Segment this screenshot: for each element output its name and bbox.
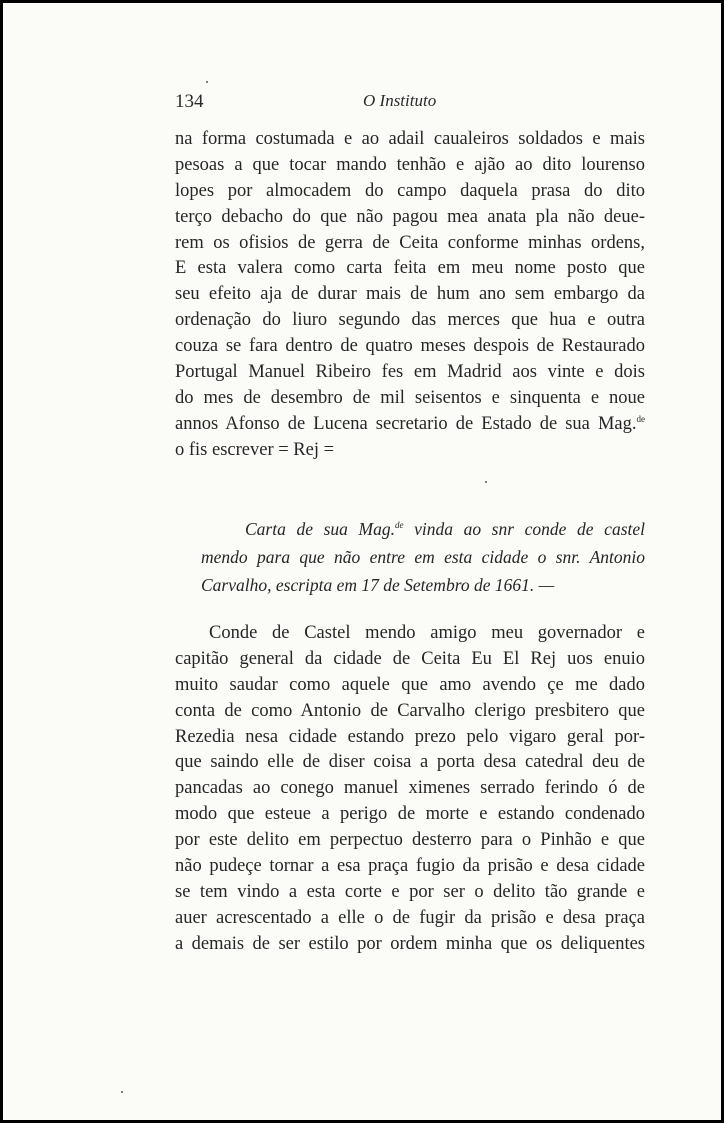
paper-speck [206,81,208,83]
running-title: O Instituto [363,91,437,110]
page-header [175,91,645,115]
text-line: não pudeçe tornar a esa praça fugio da prisão e desa cidade [175,856,645,877]
title-line [201,515,645,543]
text-line: que saindo elle de diser coisa a porta desa catedral deu de [175,752,645,773]
text-line: se tem vindo a esta corte e por ser o delito tão grande e [175,881,645,902]
text-line: lopes por almocadem do campo daquela prasa do dito [175,180,645,201]
superscript: de [394,520,404,531]
text-line-with-sup [175,412,645,438]
text-line: capitão general da cidade de Ceita Eu El Rej uos enuio [175,648,645,669]
text-line: o fis escrever = Rej = [175,439,335,460]
text-line: rem os ofisios de gerra de Ceita conforme minhas ordens, [175,232,645,253]
text-line: Portugal Manuel Ribeiro fes em Madrid aos vinte e dois [175,362,645,383]
text-line: auer acrescentado a elle o de fugir da prisão e desa praça [175,907,645,928]
text-line: pancadas ao conego manuel ximenes serrado ferindo ó de [175,778,645,799]
title-segment: vinda ao snr conde de castel [403,519,646,539]
text-line: Conde de Castel mendo amigo meu governador e [209,623,645,643]
text-line: ordenação do liuro segundo das merces que hua e outra [175,310,645,331]
text-line: conta de como Antonio de Carvalho clerigo presbitero que [175,700,645,721]
title-line: mendo para que não entre em esta cidade o snr. Antonio [201,547,645,567]
text-segment: annos Afonso de Lucena secretario de Estado de sua Mag. [175,413,637,434]
text-line: modo que esteue a perigo de morte e estando condenado [175,804,645,825]
text-line: E esta valera como carta feita em meu nome posto que [175,258,645,279]
text-line: seu efeito aja de durar mais de hum ano sem embargo da [175,284,645,305]
text-line: pesoas a que tocar mando tenhão e ajão ao dito lourenso [175,154,645,175]
paper-speck [121,1091,123,1093]
title-line: Carvalho, escripta em 17 de Setembro de 1661. — [201,575,555,595]
text-line: na forma costumada e ao adail caualeiros soldados e mais [175,129,645,149]
superscript: de [636,413,645,424]
text-line: terço debacho do que não pagou mea anata pla não deue- [175,206,645,227]
paragraph-1 [175,127,645,464]
text-line: a demais de ser estilo por ordem minha que os deliquentes [175,933,645,954]
letter-title [201,515,645,599]
text-line: por este delito em perpectuo desterro para o Pinhão e que [175,830,645,851]
text-line: do mes de desembro de mil seisentos e sinquenta e noue [175,387,645,408]
paper-speck [485,481,487,483]
title-segment: Carta de sua Mag. [245,519,395,539]
text-line: couza se fara dentro de quatro meses despois de Restaurado [175,336,645,357]
text-line: Rezedia nesa cidade estando prezo pelo vigaro geral por- [175,726,645,747]
text-line: muito saudar como aquele que amo avendo çe me dado [175,674,645,695]
paragraph-2 [175,621,645,958]
page-number: 134 [175,91,204,112]
